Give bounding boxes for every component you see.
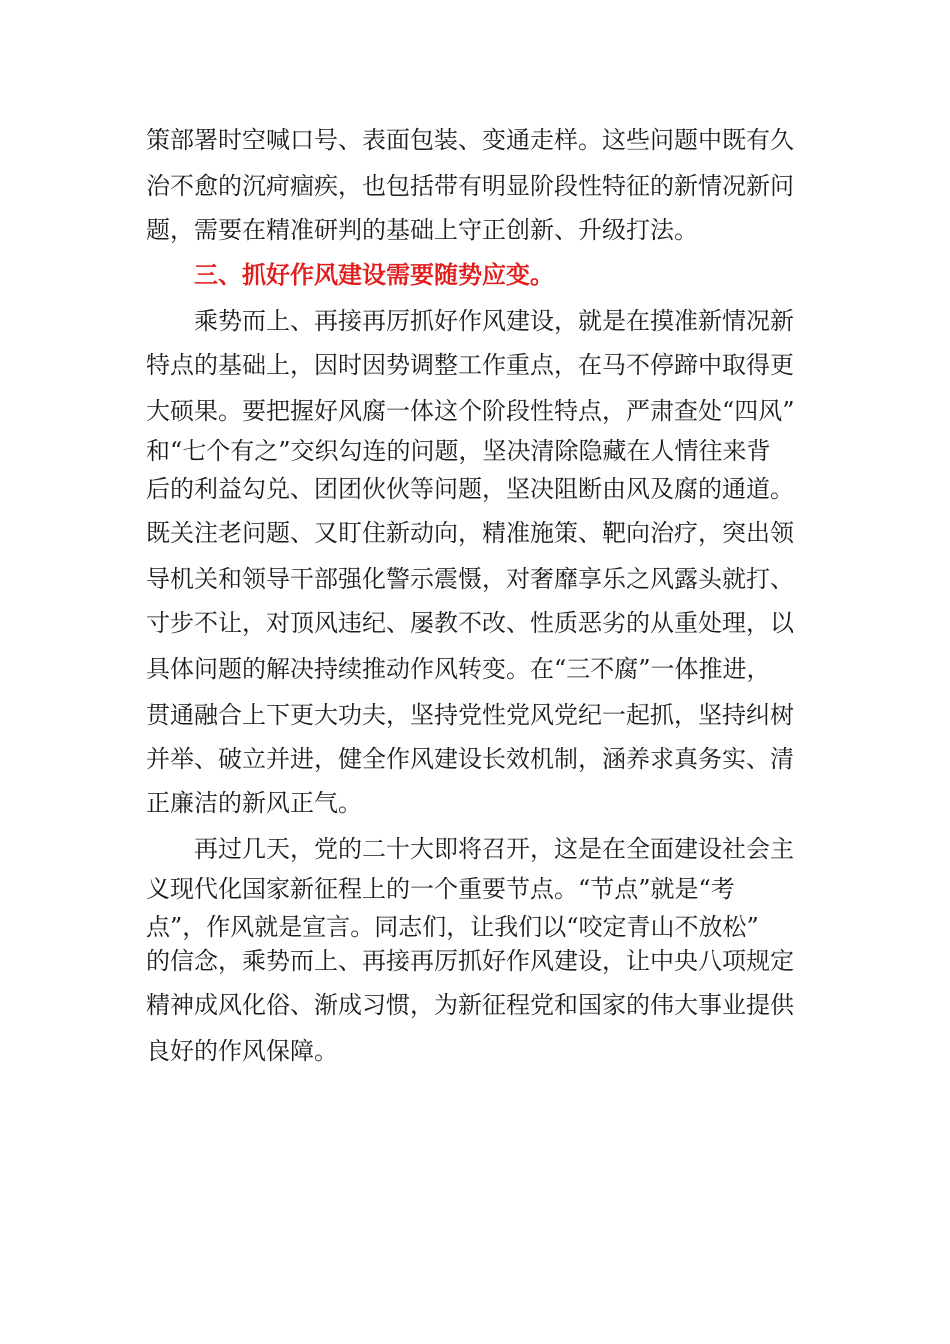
paragraph-2-line-2: 特点的基础上，因时因势调整工作重点，在马不停蹄中取得更 xyxy=(146,351,794,379)
paragraph-2-line-7: 导机关和领导干部强化警示震慑，对奢靡享乐之风露头就打、 xyxy=(146,565,794,593)
paragraph-2-line-1: 乘势而上、再接再厉抓好作风建设，就是在摸准新情况新 xyxy=(194,307,794,335)
paragraph-2-line-4: 和“七个有之”交织勾连的问题，坚决清除隐藏在人情往来背 xyxy=(146,437,771,465)
paragraph-3-line-4: 的信念，乘势而上、再接再厉抓好作风建设，让中央八项规定 xyxy=(146,947,794,975)
section-heading: 三、抓好作风建设需要随势应变。 xyxy=(194,261,554,289)
paragraph-3-line-5: 精神成风化俗、渐成习惯，为新征程党和国家的伟大事业提供 xyxy=(146,991,794,1019)
paragraph-1-line-3: 题，需要在精准研判的基础上守正创新、升级打法。 xyxy=(146,216,698,244)
paragraph-3-line-6: 良好的作风保障。 xyxy=(146,1037,338,1065)
paragraph-2-line-10: 贯通融合上下更大功夫，坚持党性党风党纪一起抓，坚持纠树 xyxy=(146,701,794,729)
paragraph-2-line-9: 具体问题的解决持续推动作风转变。在“三不腐”一体推进， xyxy=(146,655,771,683)
paragraph-1-line-1: 策部署时空喊口号、表面包装、变通走样。这些问题中既有久 xyxy=(146,126,794,154)
paragraph-3-line-3: 点”，作风就是宣言。同志们，让我们以“咬定青山不放松” xyxy=(146,913,759,941)
paragraph-3-line-1: 再过几天，党的二十大即将召开，这是在全面建设社会主 xyxy=(194,835,794,863)
paragraph-2-line-8: 寸步不让，对顶风违纪、屡教不改、性质恶劣的从重处理，以 xyxy=(146,609,794,637)
paragraph-2-line-12: 正廉洁的新风正气。 xyxy=(146,789,362,817)
paragraph-1-line-2: 治不愈的沉疴痼疾，也包括带有明显阶段性特征的新情况新问 xyxy=(146,172,794,200)
paragraph-2-line-5: 后的利益勾兑、团团伙伙等问题，坚决阻断由风及腐的通道。 xyxy=(146,475,794,503)
paragraph-2-line-3: 大硕果。要把握好风腐一体这个阶段性特点，严肃查处“四风” xyxy=(146,397,795,425)
paragraph-3-line-2: 义现代化国家新征程上的一个重要节点。“节点”就是“考 xyxy=(146,875,735,903)
paragraph-2-line-11: 并举、破立并进，健全作风建设长效机制，涵养求真务实、清 xyxy=(146,745,794,773)
paragraph-2-line-6: 既关注老问题、又盯住新动向，精准施策、靶向治疗，突出领 xyxy=(146,519,794,547)
